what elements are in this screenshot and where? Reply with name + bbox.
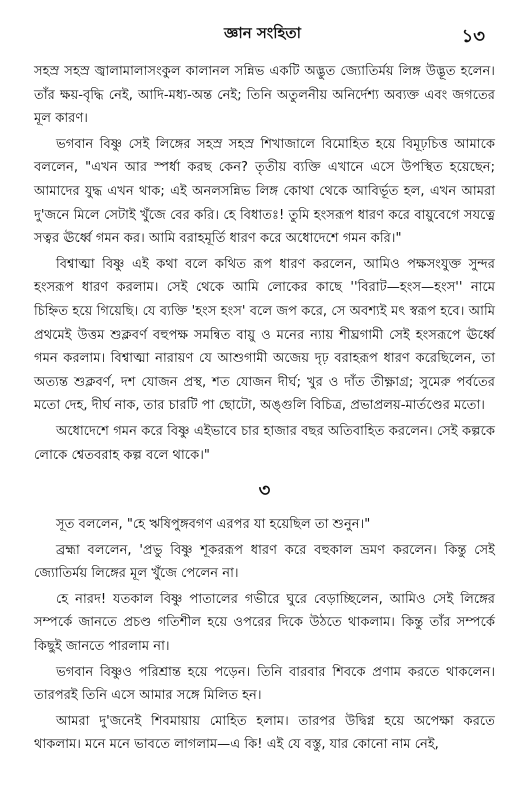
paragraph: সূত বললেন, "হে ঋষিপুঙ্গবগণ এরপর যা হয়েছিল তা শুনুন।" <box>56 517 371 533</box>
paragraph: সহস্র সহস্র জ্বালামালাসংকুল কালানল সন্নিভ একটি অদ্ভুত জ্যোতির্ময় লিঙ্গ উদ্ভূত হলেন। তাঁর ক্ষয়-বৃদ্ধি নেই, আদি-মধ্য-অন্ত নেই; তিনি অতুলনীয় অনির্দেশ্য অব্যক্ত এবং জগতের মূল কারণ। <box>34 64 495 127</box>
paragraph: আমরা দু'জনেই শিবমায়ায় মোহিত হলাম। তারপর উদ্বিগ্ন হয়ে অপেক্ষা করতে থাকলাম। মনে মনে ভাবতে লাগলাম—এ কি! এই যে বস্তু, যার কোনো নাম নেই, <box>34 713 495 753</box>
paragraph: ভগবান বিষ্ণু সেই লিঙ্গের সহস্র সহস্র শিখাজালে বিমোহিত হয়ে বিমূঢ়চিত্ত আমাকে বললেন, "এখন আর স্পর্ধা করছ কেন? তৃতীয় ব্যক্তি এখানে এসে উপস্থিত হয়েছেন; আমাদের যুদ্ধ এখন থাক; এই অনলসন্নিভ লিঙ্গ কোথা থেকে আবির্ভূত হল, এখন আমরা দু'জনে মিলে সেটাই খুঁজে বের করি। হে বিধাতঃ! তুমি হংসরূপ ধারণ করে বায়ুবেগে সযত্নে সত্বর ঊর্ধ্বে গমন কর। আমি বরাহমূর্তি ধারণ করে অধোদেশে গমন করি।" <box>34 136 495 247</box>
paragraph: ব্রহ্মা বললেন, 'প্রভু বিষ্ণু শূকররূপ ধারণ করে বহুকাল ভ্রমণ করলেন। কিন্তু সেই জ্যোতির্ময় লিঙ্গের মূল খুঁজে পেলেন না। <box>34 542 495 582</box>
paragraph: হে নারদ! যতকাল বিষ্ণু পাতালের গভীরে ঘুরে বেড়াচ্ছিলেন, আমিও সেই লিঙ্গের সম্পর্কে জানতে প্রচণ্ড গতিশীল হয়ে ওপরের দিকে উঠতে থাকলাম। কিন্তু তাঁর সম্পর্কে কিছুই জানতে পারলাম না। <box>34 591 495 655</box>
paragraph: ভগবান বিষ্ণুও পরিশ্রান্ত হয়ে পড়েন। তিনি বারবার শিবকে প্রণাম করতে থাকলেন। তারপরই তিনি এসে আমার সঙ্গে মিলিত হন। <box>34 664 495 704</box>
page-number: ১৩ <box>461 26 485 47</box>
page-body <box>34 60 495 757</box>
paragraph: বিশ্বাত্মা বিষ্ণু এই কথা বলে কথিত রূপ ধারণ করলেন, আমিও পক্ষসংযুক্ত সুন্দর হংসরূপ ধারণ করলাম। সেই থেকে আমি লোকের কাছে ''বিরাট—হংস—হংস'' নামে চিহ্নিত হয়ে গিয়েছি। যে ব্যক্তি 'হংস হংস' বলে জপ করে, সে অবশ্যই মৎ স্বরূপ হবে। আমি প্রথমেই উত্তম শুক্লবর্ণ বহুপক্ষ সমন্বিত বায়ু ও মনের ন্যায় শীঘ্রগামী সেই হংসরূপে ঊর্ধ্বে গমন করলাম। বিশ্বাত্মা নারায়ণ যে আশুগামী অজেয় দৃঢ় বরাহরূপ ধারণ করেছিলেন, তা অত্যন্ত শুক্লবর্ণ, দশ যোজন প্রস্থ, শত যোজন দীর্ঘ; খুর ও দাঁত তীক্ষ্ণাগ্র; সুমেরু পর্বতের মতো দেহ, দীর্ঘ নাক, তার চারটি পা ছোটো, অঙ্গুলি বিচিত্র, প্রভাপ্রলয়-মার্তণ্ডের মতো। <box>34 256 495 414</box>
paragraph: অধোদেশে গমন করে বিষ্ণু এইভাবে চার হাজার বছর অতিবাহিত করলেন। সেই কল্পকে লোকে শ্বেতবরাহ কল্প বলে থাকে।" <box>34 423 495 463</box>
running-title: জ্ঞান সংহিতা <box>223 24 302 42</box>
section-number: ৩ <box>258 480 271 502</box>
page-header <box>34 22 491 52</box>
